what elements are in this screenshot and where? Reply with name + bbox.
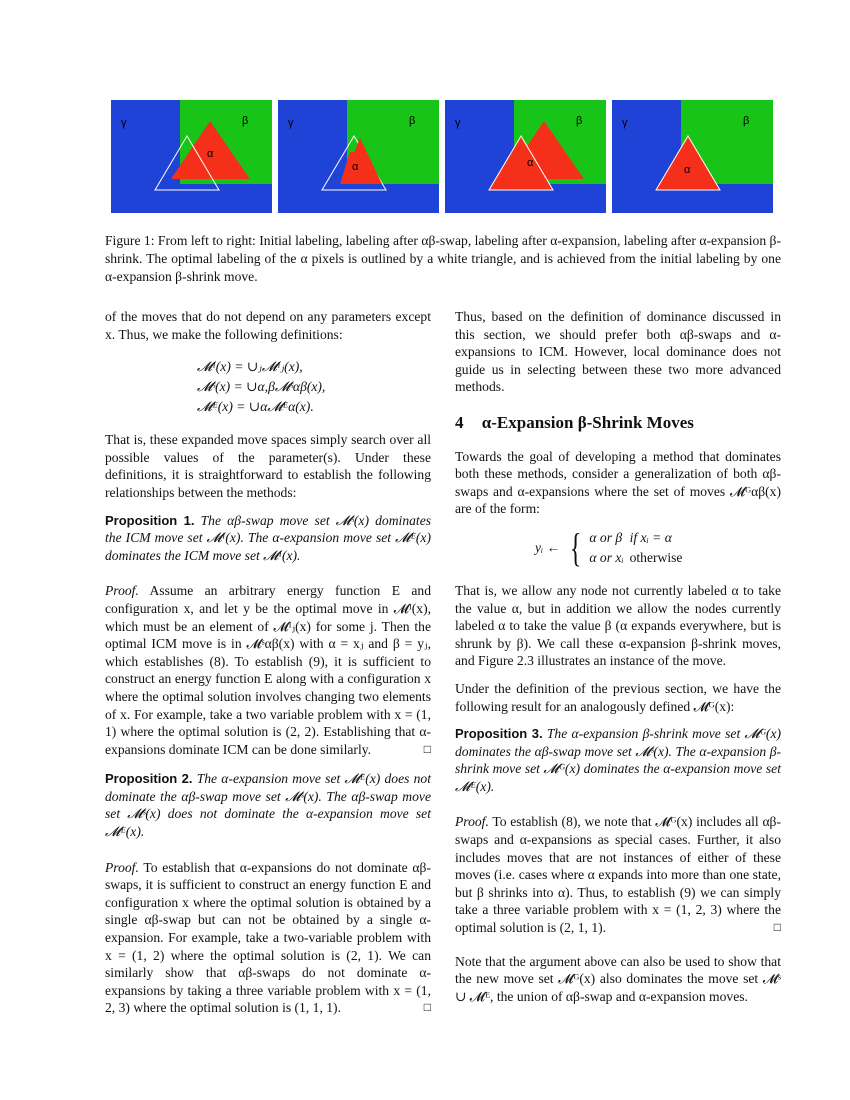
proof-label: Proof. [105, 583, 139, 599]
paragraph: That is, we allow any node not currently labeled α to take the value α, but in addition we allow the nodes currently labeled α to take the value β (α expands everywhere, but is shrunk by β). We call these α-expansion β-shrink moves, and Figure 2.3 illustrates an instance of the move. [455, 582, 781, 669]
left-column [105, 308, 431, 1027]
paragraph: of the moves that do not depend on any parameters except x. Thus, we make the following definitions: [105, 309, 431, 342]
definitions-equations [197, 357, 431, 417]
proof-3 [455, 813, 781, 936]
equation: 𝓜ᴱ(x) = ∪α𝓜ᴱα(x). [197, 399, 314, 415]
proof-1 [105, 582, 431, 758]
figure-caption: Figure 1: From left to right: Initial labeling, labeling after αβ-swap, labeling after α-expansion, labeling after α-expansion β-shrink. The optimal labeling of the α pixels is outlined by a white triangle, and is achieved from the initial labeling by one α-expansion β-shrink move. [105, 233, 781, 284]
proposition-text: The α-expansion move set 𝓜ᴱ(x) does not dominate the αβ-swap move set 𝓜ˢ(x). The αβ-swap move set 𝓜ˢ(x) does not dominate the α-expansion move set 𝓜ᴱ(x). [105, 771, 431, 840]
panel-initial-labeling [111, 100, 272, 213]
equation-lhs: yᵢ ← [535, 540, 561, 556]
right-column [455, 308, 781, 1015]
case-condition: otherwise [629, 549, 683, 565]
case-value: α or xᵢ [589, 549, 624, 565]
qed-symbol: □ [423, 741, 431, 756]
proof-text: To establish (8), we note that 𝓜ᴳ(x) includes all αβ-swaps and α-expansions as special cases. Further, it also includes moves that are not instances of either of these moves (i.e. cases where α expands into more than one state, but β shrinks into α). Thus, to establish (9) we can simply take a three variable problem with x = (1, 2, 3) where the optimal solution is (2, 1, 1). [455, 814, 782, 936]
move-definition-equation [535, 524, 781, 570]
label-alpha: α [207, 148, 214, 160]
proposition-3 [455, 725, 781, 795]
proof-text: Assume an arbitrary energy function E and configuration x, and let y be the optimal move in 𝓜ᴵ(x), which must be an element of 𝓜ᴵⱼ(x) for some j. Then the optimal ICM move is in 𝓜ˢαβ(x) with α = xⱼ and β = yⱼ, which establishes (8). To establish (9), it is sufficient to construct an energy function E along with a configuration x where the optimal solution involves changing two elements of x. For example, take a two variable problem with x = (1, 1) where the optimal solution is (2, 2). Establishing that α-expansions dominate ICM can be done similarly. [105, 583, 431, 757]
label-beta: β [576, 115, 583, 127]
section-heading [455, 414, 781, 432]
panel-after-a-expansion [445, 100, 606, 213]
equation: 𝓜ᴵ(x) = ∪ⱼ𝓜ᴵⱼ(x), [197, 359, 303, 375]
proof-label: Proof. [105, 859, 139, 875]
case-condition: if xᵢ = α [629, 530, 672, 546]
section-title: α-Expansion β-Shrink Moves [481, 412, 694, 432]
proof-text: To establish that α-expansions do not dominate αβ-swaps, it is sufficient to construct an energy function E and configuration x where the optimal solution is obtained by a single αβ-swap but can not be obtained by a single α-expansion. For example, take a two-variable problem with x = (1, 2) where the optimal solution is (2, 1). We can similarly show that αβ-swaps do not dominate α-expansions by taking a three variable problem with x = (1, 2, 3) where the optimal solution is (1, 1, 1). [105, 859, 432, 1016]
proof-label: Proof. [455, 814, 489, 830]
panel-after-ab-swap [278, 100, 439, 213]
equation: 𝓜ˢ(x) = ∪α,β𝓜ˢαβ(x), [197, 379, 326, 395]
proposition-label: Proposition 3. [455, 726, 543, 742]
paragraph: Under the definition of the previous section, we have the following result for an analogously defined 𝓜ᴳ(x): [455, 680, 781, 714]
figure-1 [111, 100, 774, 213]
qed-symbol: □ [773, 920, 781, 935]
label-gamma: γ [622, 117, 628, 129]
brace-icon: { [570, 524, 582, 570]
paragraph: That is, these expanded move spaces simply search over all possible values of the parameter(s). Under these definitions, it is straightforward to establish the following relationships between the methods: [105, 432, 431, 500]
proposition-text: The αβ-swap move set 𝓜ˢ(x) dominates the ICM move set 𝓜ᴵ(x). The α-expansion move set 𝓜ᴱ(x) dominates the ICM move set 𝓜ᴵ(x). [105, 512, 432, 563]
label-alpha: α [527, 157, 534, 169]
label-alpha: α [352, 161, 359, 173]
paragraph: Note that the argument above can also be used to show that the new move set 𝓜ᴳ(x) also dominates the move set 𝓜ˢ ∪ 𝓜ᴱ, the union of αβ-swap and α-expansion moves. [455, 953, 781, 1004]
proof-2 [105, 859, 431, 1017]
case-value: α or β [589, 530, 623, 546]
label-beta: β [743, 115, 750, 127]
label-beta: β [242, 115, 249, 127]
section-number: 4 [455, 412, 464, 432]
paragraph: Thus, based on the definition of dominance discussed in this section, we should prefer both αβ-swaps and α-expansions to ICM. However, local dominance does not guide us in selecting between these two more advanced methods. [455, 309, 781, 395]
label-alpha: α [684, 164, 691, 176]
proposition-2 [105, 770, 431, 840]
qed-symbol: □ [423, 1000, 431, 1015]
label-gamma: γ [121, 117, 127, 129]
label-gamma: γ [455, 117, 461, 129]
label-gamma: γ [288, 117, 294, 129]
proposition-label: Proposition 1. [105, 512, 195, 528]
paragraph: Towards the goal of developing a method that dominates both these methods, consider a generalization of both αβ-swaps and α-expansions where the set of moves 𝓜ᴳαβ(x) are of the form: [455, 448, 781, 517]
panel-after-a-expansion-b-shrink [612, 100, 773, 213]
proposition-label: Proposition 2. [105, 771, 193, 787]
proposition-text: The α-expansion β-shrink move set 𝓜ᴳ(x) dominates the αβ-swap move set 𝓜ˢ(x). The α-expansion β-shrink move set 𝓜ᴳ(x) dominates the α-expansion move set 𝓜ᴱ(x). [455, 726, 782, 794]
cases-table [589, 528, 688, 567]
label-beta: β [409, 115, 416, 127]
proposition-1 [105, 512, 431, 565]
